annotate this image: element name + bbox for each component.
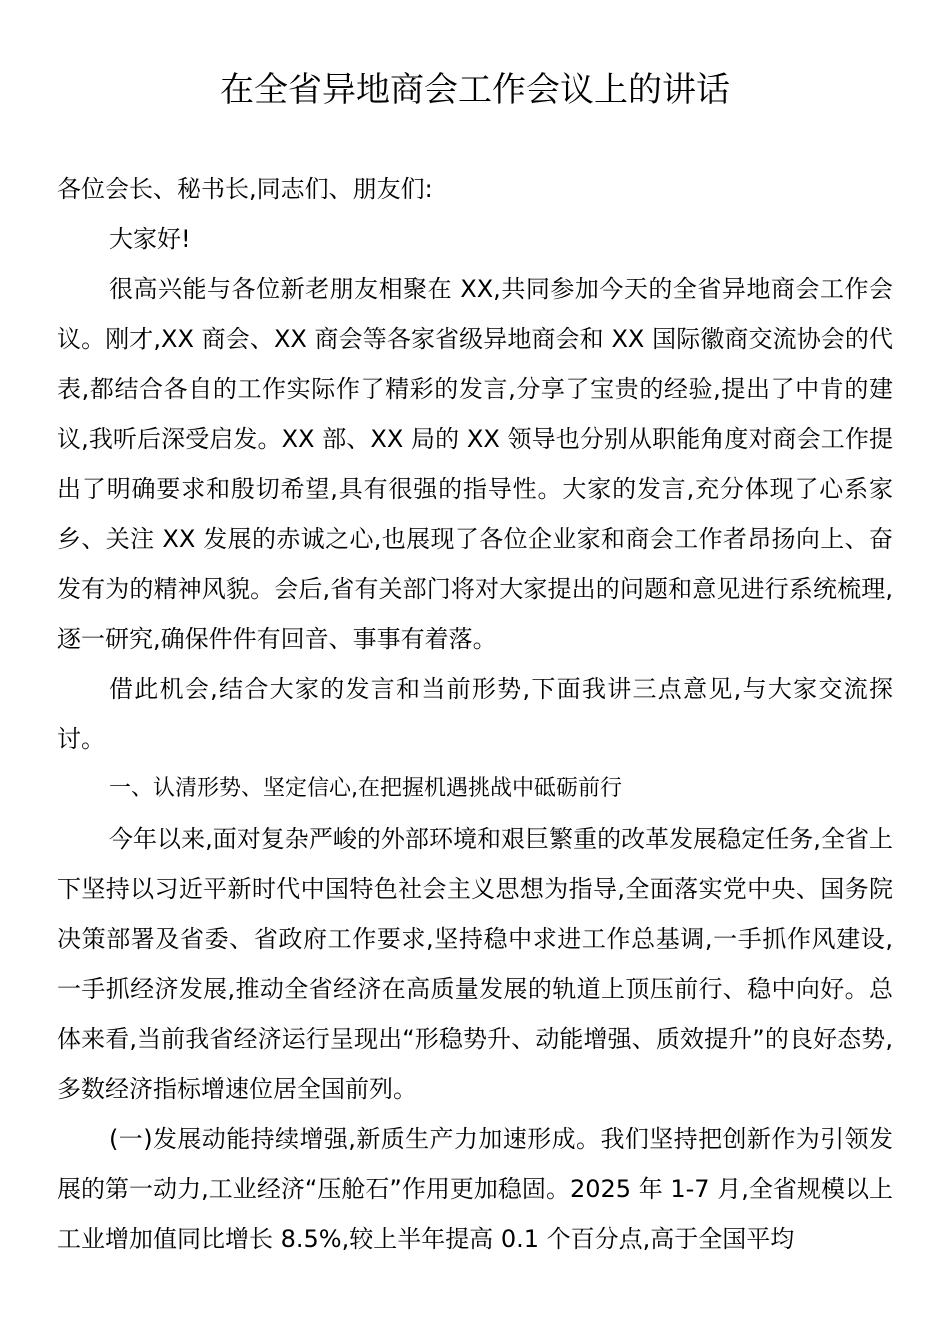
salutation: 各位会长、秘书长,同志们、朋友们: — [57, 175, 433, 203]
document-body — [57, 164, 893, 1264]
document-title: 在全省异地商会工作会议上的讲话 — [220, 70, 730, 110]
paragraph-momentum: (一)发展动能持续增强,新质生产力加速形成。我们坚持把创新作为引领发展的第一动力,工业经济“压舱石”作用更加稳固。2025 年 1-7 月,全省规模以上工业增加值同比增长 8.5%,较上半年提高 0.1 个百分点,高于全国平均 — [57, 1125, 893, 1253]
paragraph-situation: 今年以来,面对复杂严峻的外部环境和艰巨繁重的改革发展稳定任务,全省上下坚持以习近平新时代中国特色社会主义思想为指导,全面落实党中央、国务院决策部署及省委、省政府工作要求,坚持稳中求进工作总基调,一手抓作风建设,一手抓经济发展,推动全省经济在高质量发展的轨道上顶压前行、稳中向好。总体来看,当前我省经济运行呈现出“形稳势升、动能增强、质效提升”的良好态势,多数经济指标增速位居全国前列。 — [57, 825, 893, 1103]
section-heading: 一、认清形势、坚定信心,在把握机遇挑战中砥砺前行 — [109, 776, 622, 801]
paragraph-opening: 很高兴能与各位新老朋友相聚在 XX,共同参加今天的全省异地商会工作会议。刚才,XX 商会、XX 商会等各家省级异地商会和 XX 国际徽商交流协会的代表,都结合各自的工作实际作了精彩的发言,分享了宝贵的经验,提出了中肯的建议,我听后深受启发。XX 部、XX 局的 XX 领导也分别从职能角度对商会工作提出了明确要求和殷切希望,具有很强的指导性。大家的发言,充分体现了心系家乡、关注 XX 发展的赤诚之心,也展现了各位企业家和商会工作者昂扬向上、奋发有为的精神风貌。会后,省有关部门将对大家提出的问题和意见进行系统梳理,逐一研究,确保件件有回音、事事有着落。 — [57, 275, 893, 653]
greeting: 大家好! — [109, 225, 191, 253]
paragraph-transition: 借此机会,结合大家的发言和当前形势,下面我讲三点意见,与大家交流探讨。 — [57, 675, 893, 753]
